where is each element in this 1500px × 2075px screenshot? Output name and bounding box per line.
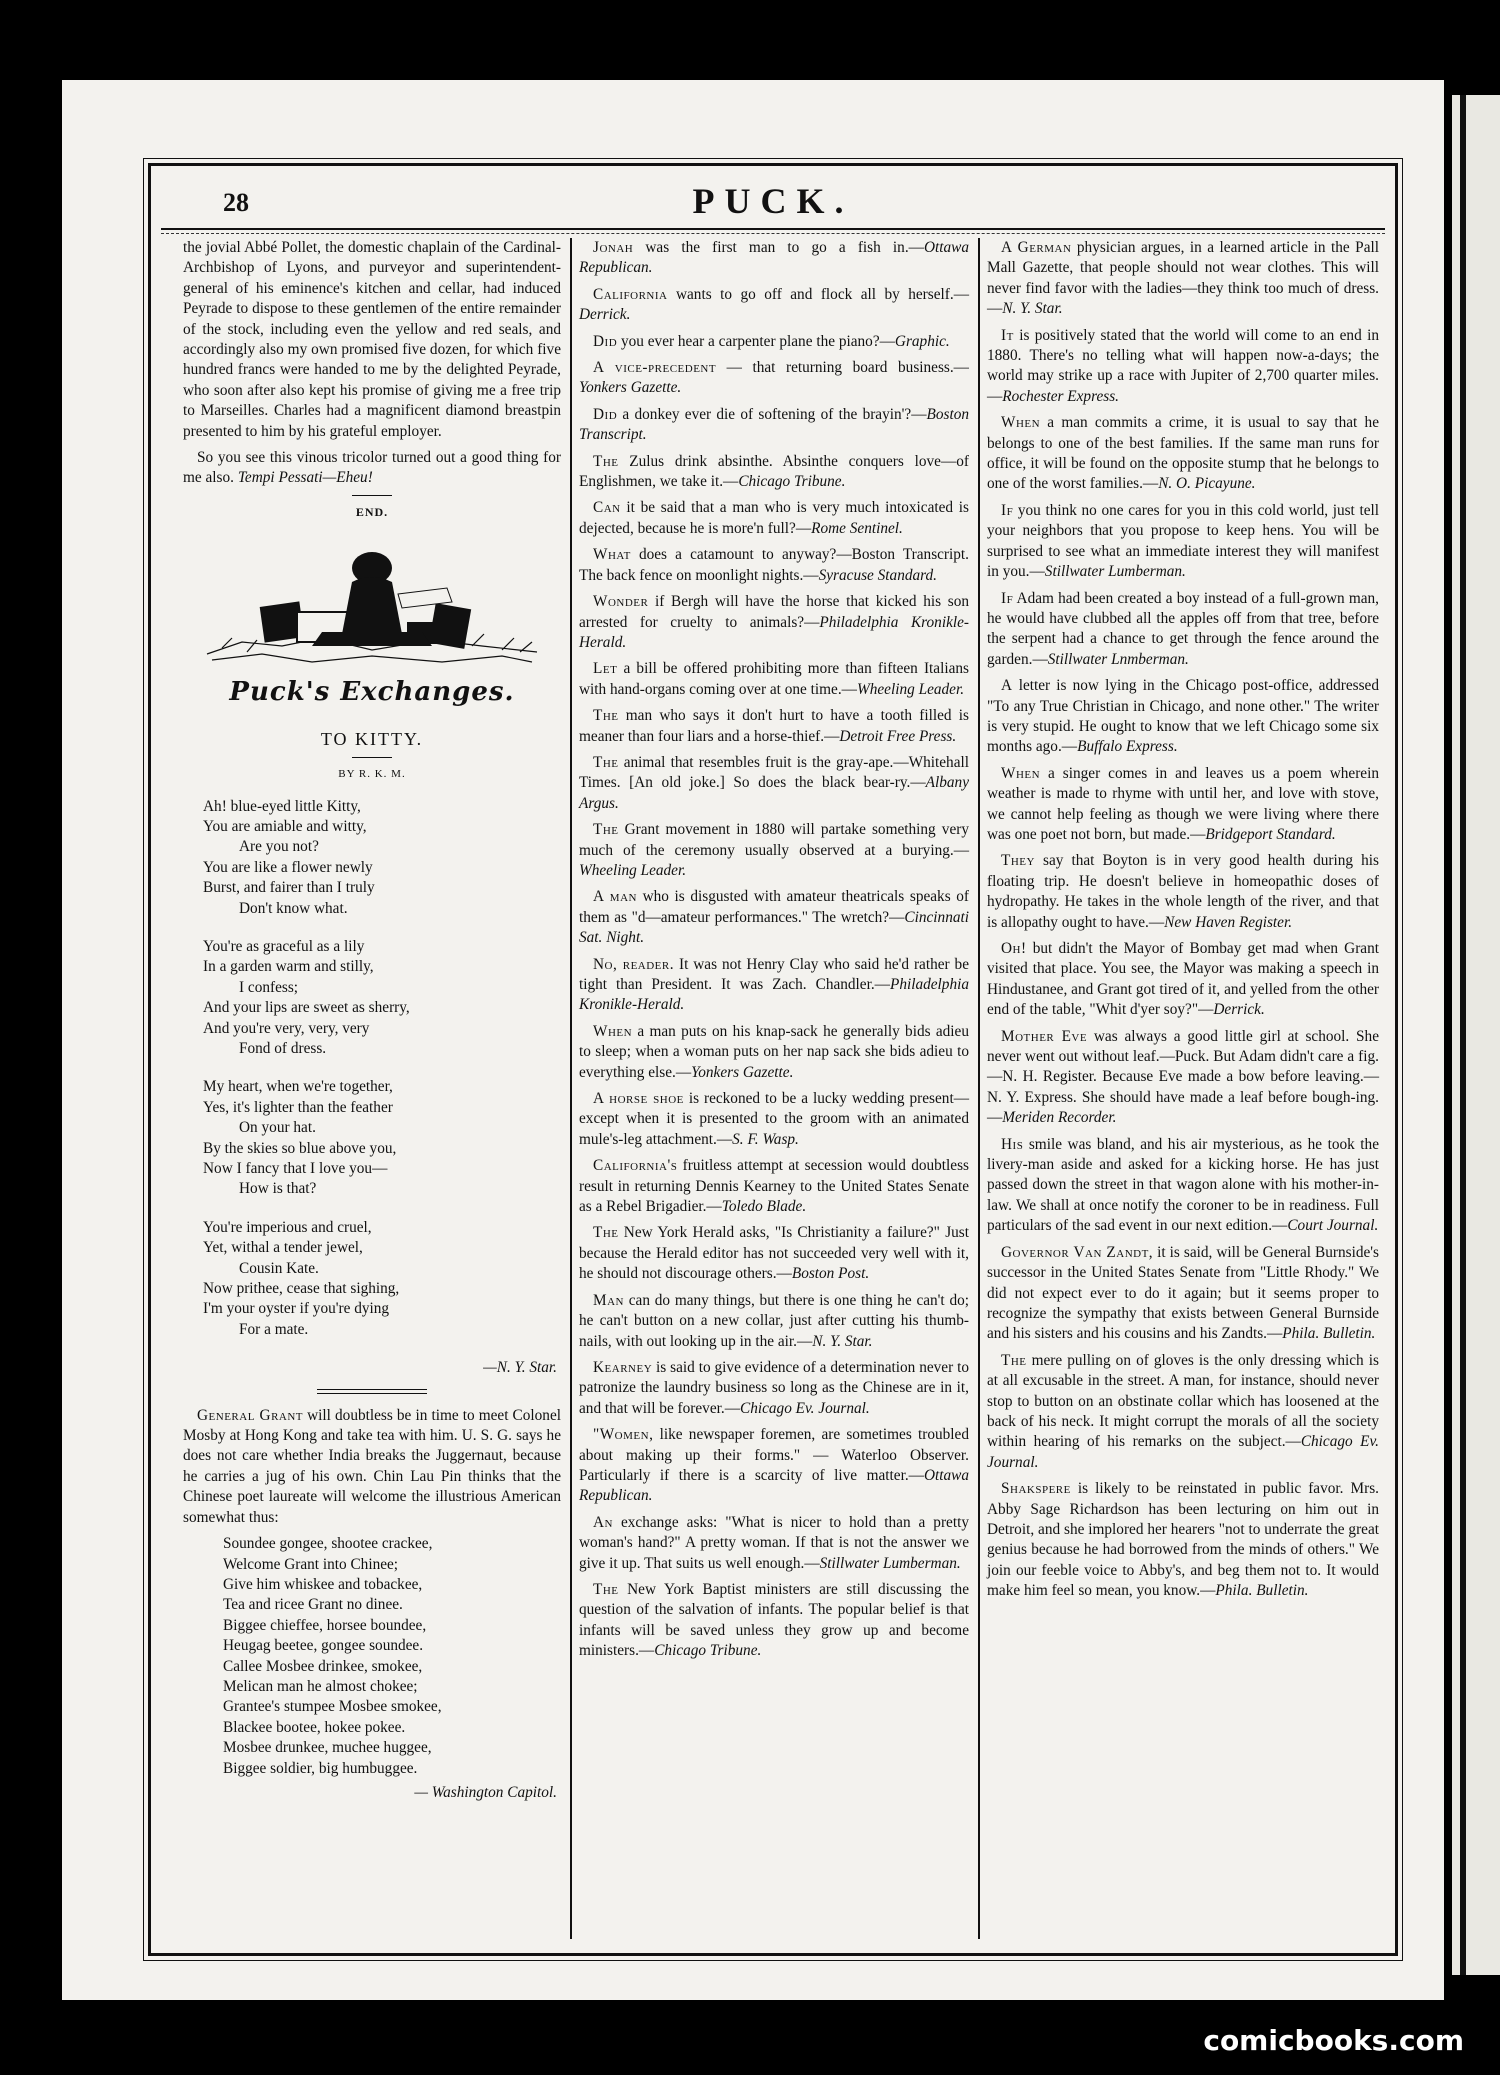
news-item — [579, 452, 969, 493]
news-item — [579, 955, 969, 1016]
item-source: Buffalo Express. — [1077, 738, 1178, 756]
item-lead: When — [1001, 414, 1041, 432]
item-text: letter is now lying in the Chicago post-office, addressed "To any True Christian in Chicago, and none other." The writer is very stupid. He ought to know that we left Chicago some six months ago.— — [987, 677, 1379, 756]
poem-source: —N. Y. Star. — [483, 1359, 557, 1377]
poem-line: Burst, and fairer than I truly — [203, 879, 375, 897]
news-item — [579, 1156, 969, 1217]
news-item — [579, 1425, 969, 1507]
song-line: Give him whiskee and tobackee, — [223, 1575, 423, 1593]
chinese-song — [223, 1534, 561, 1779]
song-line: Melican man he almost chokee; — [223, 1677, 418, 1695]
poem-line: On your hat. — [239, 1119, 316, 1137]
item-source: Stillwater Lnmberman. — [1047, 650, 1189, 668]
item-source: Philadelphia Kronikle-Herald. — [579, 613, 969, 651]
news-item — [987, 676, 1379, 758]
poem-line: For a mate. — [239, 1320, 309, 1338]
item-source: Yonkers Gazette. — [579, 379, 682, 397]
item-lead: Shakspere — [1001, 1480, 1071, 1498]
news-item — [987, 851, 1379, 933]
item-source: Bridgeport Standard. — [1205, 825, 1336, 843]
song-line: Grantee's stumpee Mosbee smokee, — [223, 1698, 442, 1716]
item-text: Zulus drink absinthe. Absinthe conquers love—of Englishmen, we take it.— — [579, 452, 969, 491]
item-text: It was not Henry Clay who said he'd rather be tight than President. It was Zach. Chandler.— — [579, 955, 969, 993]
item-source: Chicago Ev. Journal. — [740, 1399, 870, 1417]
item-source: Phila. Bulletin. — [1282, 1325, 1376, 1343]
news-item — [987, 589, 1379, 671]
item-source: Derrick. — [579, 306, 631, 324]
item-text: Adam had been created a boy instead of a full-grown man, he would have clubbed all the apples off from that tree, before the serpent had a chance to get through the fence around the garden.— — [987, 589, 1379, 668]
item-text: say that Boyton is in very good health during his floating trip. He doesn't believe in homeopathic doses of hydropathy. He takes in the whole length of the river, and that is allopathy ought to have.— — [987, 852, 1379, 931]
news-item — [579, 887, 969, 948]
item-lead: Mother Eve — [1001, 1027, 1088, 1045]
item-lead: "Women, — [593, 1426, 654, 1444]
item-source: Derrick. — [1213, 1001, 1265, 1019]
news-item — [579, 332, 969, 352]
poem-stanza — [203, 1218, 561, 1340]
news-item — [579, 1089, 969, 1150]
item-text: is likely to be reinstated in public favor. Mrs. Abby Sage Richardson has been lecturing on him out in Detroit, and she implored her hearers "not to underrate the great genius because he had borrowed from the minds of others." We join our feeble voice to Abby's, and beg them not to. It would make him feel so mean, you know.— — [987, 1480, 1379, 1600]
item-source: Meriden Recorder. — [1002, 1109, 1117, 1127]
news-item — [579, 285, 969, 326]
news-item — [579, 1223, 969, 1284]
item-source: Ottawa Republican. — [579, 239, 969, 277]
item-lead: The — [1001, 1351, 1027, 1369]
item-text: is positively stated that the world will come to an end in 1880. There's no telling what will happen now-a-days; the world may strike up a race with Jupiter of 2,700 quarter miles.— — [987, 326, 1379, 405]
item-source: Wheeling Leader. — [856, 680, 965, 698]
item-source: Boston Post. — [791, 1265, 870, 1283]
poem-body — [183, 797, 561, 1341]
item-source: Philadelphia Kronikle-Herald. — [579, 976, 969, 1014]
news-item — [579, 1291, 969, 1352]
song-line: Callee Mosbee drinkee, smokee, — [223, 1657, 423, 1675]
item-source: N. Y. Star. — [1002, 300, 1063, 318]
item-lead: Man — [593, 1291, 624, 1309]
poem-byline: BY R. K. M. — [338, 768, 406, 781]
news-item — [579, 706, 969, 747]
poem-line: And your lips are sweet as sherry, — [203, 999, 410, 1017]
column-3 — [987, 238, 1379, 1608]
item-lead: An — [593, 1513, 613, 1531]
item-text: fruitless attempt at secession would doubtless result in returning Dennis Kearney to the United States Senate as a Rebel Brigadier.— — [579, 1157, 969, 1216]
item-text: you ever hear a carpenter plane the piano?— — [617, 332, 895, 350]
poem-line: You're imperious and cruel, — [203, 1218, 372, 1236]
item-text: wants to go off and flock all by herself.— — [667, 285, 969, 303]
item-lead: Kearney — [593, 1358, 653, 1376]
song-line: Mosbee drunkee, muchee huggee, — [223, 1739, 432, 1757]
page-frame — [148, 163, 1398, 1956]
song-line: Blackee bootee, hokee pokee. — [223, 1718, 406, 1736]
item-text: New York Baptist ministers are still discussing the question of the salvation of infants. The popular belief is that infants will be saved unless they grow up and become ministers.— — [579, 1580, 969, 1660]
song-line: Biggee chieffee, horsee boundee, — [223, 1616, 427, 1634]
item-source: Phila. Bulletin. — [1215, 1582, 1309, 1600]
news-item — [579, 1358, 969, 1419]
song-line: Biggee soldier, big humbuggee. — [223, 1759, 418, 1777]
item-source: Ottawa Republican. — [579, 1466, 969, 1505]
divider — [352, 495, 392, 496]
news-item — [987, 1479, 1379, 1601]
poem-line: Fond of dress. — [239, 1039, 327, 1057]
item-text: smile was bland, and his air mysterious, as he took the livery-man aside and asked for a kicking horse. He has just passed down the street in that wagon alone with his mother-in-law. We shall at once notify the coroner to be in readiness. Full particulars of the sad event in our next edition.— — [987, 1135, 1379, 1235]
item-lead: California — [593, 285, 668, 303]
item-text: New York Herald asks, "Is Christianity a failure?" Just because the Herald editor has not succeeded very well with it, he should not discourage others.— — [579, 1224, 969, 1283]
column-1 — [183, 238, 561, 1813]
item-text: man who says it don't hurt to have a tooth filled is meaner than four liars and a horse-thief.— — [579, 707, 969, 745]
item-text: like newspaper foremen, are sometimes troubled about making up their forms." — Waterloo Observer. Particularly if there is a scarcity of live matter.— — [579, 1426, 969, 1484]
item-text: a bill be offered prohibiting more than fifteen Italians with hand-organs coming over at one time.— — [579, 660, 969, 698]
news-item — [987, 764, 1379, 846]
news-item — [987, 326, 1379, 408]
item-text: — that returning board business.— — [716, 359, 969, 377]
item-lead: The — [593, 753, 619, 771]
item-lead: No, reader. — [593, 955, 675, 973]
poem-line: Yet, withal a tender jewel, — [203, 1239, 363, 1257]
item-lead: Jonah — [593, 239, 634, 256]
poem-stanza — [203, 937, 561, 1059]
item-text: if Bergh will have the horse that kicked his son arrested for cruelty to animals?— — [579, 593, 969, 631]
song-line: Soundee gongee, shootee crackee, — [223, 1535, 433, 1553]
item-lead: It — [1001, 326, 1014, 344]
item-source: Rome Sentinel. — [811, 519, 903, 537]
item-lead: His — [1001, 1135, 1024, 1153]
watermark-text: comicbooks.com — [1203, 2024, 1464, 2057]
item-lead: What — [593, 546, 631, 564]
item-lead: The — [593, 1580, 619, 1598]
item-source: N. Y. Star. — [812, 1332, 873, 1350]
news-item — [579, 1022, 969, 1083]
section-title: Puck's Exchanges. — [229, 677, 515, 708]
item-source: Stillwater Lumberman. — [819, 1554, 961, 1572]
item-source: Wheeling Leader. — [579, 861, 687, 879]
poem-line: How is that? — [239, 1180, 317, 1198]
news-item — [987, 501, 1379, 583]
news-item — [987, 1027, 1379, 1129]
item-source: Court Journal. — [1287, 1217, 1379, 1235]
header-rule-dashed — [161, 233, 1385, 234]
item-lead: The — [593, 452, 619, 470]
news-item — [579, 753, 969, 814]
item-source: S. F. Wasp. — [732, 1130, 799, 1148]
item-lead: A horse shoe — [593, 1090, 684, 1108]
item-source: Rochester Express. — [1002, 387, 1119, 405]
news-item — [579, 545, 969, 586]
item-source: Stillwater Lumberman. — [1044, 563, 1186, 581]
item-text: was the first man to go a fish in.— — [633, 239, 924, 256]
item-lead: The — [593, 1224, 619, 1242]
item-source: Syracuse Standard. — [818, 566, 938, 584]
poem-line: Yes, it's lighter than the feather — [203, 1098, 393, 1116]
poem-line: I'm your oyster if you're dying — [203, 1300, 390, 1318]
item-source: Chicago Tribune. — [738, 473, 846, 491]
poem-stanza — [203, 797, 561, 919]
item-lead: Did — [593, 332, 618, 350]
poem-title: TO KITTY. — [320, 728, 424, 749]
item-text: it is said, will be General Burnside's successor in the United States Senate from "Little Rhody." We did not expect ever to do it again; but it seems proper to recognize the sympathy that exists between General Burnside and his sisters and his cousins and his Zandts.— — [987, 1243, 1379, 1343]
news-item — [579, 498, 969, 539]
item-text: exchange asks: "What is nicer to hold than a pretty woman's hand?" A pretty woman. If that is not the answer we give it up. That suits us well enough.— — [579, 1513, 969, 1572]
item-lead: Oh! — [1001, 940, 1027, 957]
item-lead: A — [1001, 677, 1013, 695]
poem-line: Now prithee, cease that sighing, — [203, 1280, 400, 1298]
item-source: Graphic. — [894, 332, 950, 350]
page-number: 28 — [223, 188, 249, 217]
news-item — [987, 1243, 1379, 1345]
poem-line: My heart, when we're together, — [203, 1078, 393, 1096]
poem-stanza — [203, 1077, 561, 1199]
item-lead: When — [593, 1022, 633, 1040]
item-text: is said to give evidence of a determination never to patronize the laundry business so long as the Chinese are in it, and that will be forever.— — [579, 1358, 969, 1417]
news-item — [987, 1351, 1379, 1473]
item-source: Boston Transcript. — [579, 405, 969, 444]
divider — [352, 757, 392, 758]
item-text: a singer comes in and leaves us a poem wherein weather is made to rhyme with until her, and love with stove, we cannot help feeling as though we were living where there was one poet not born, but made.— — [987, 764, 1379, 843]
item-text: does a catamount to anyway?—Boston Transcript. The back fence on moonlight nights.— — [579, 546, 969, 584]
poem-line: You are like a flower newly — [203, 858, 373, 876]
news-item — [987, 1135, 1379, 1237]
item-text: can do many things, but there is one thing he can't do; he can't button on a new collar, just after cutting his thumb-nails, with out looking up in the air.— — [579, 1291, 969, 1350]
item-lead: They — [1001, 852, 1035, 870]
header-rule — [161, 228, 1385, 230]
news-item — [987, 238, 1379, 320]
item-text: a donkey ever die of softening of the brayin'?— — [617, 405, 927, 423]
page-header — [151, 166, 1395, 222]
item-text: is reckoned to be a lucky wedding present—except when it is presented to the groom with an animated mule's-leg attachment.— — [579, 1090, 969, 1148]
item-lead: If — [1001, 589, 1014, 607]
item-source: Albany Argus. — [579, 774, 969, 812]
item-text: you think no one cares for you in this cold world, just tell your neighbors that you propose to keep hens. You will be surprised to see what an immediate interest they will manifest in you.— — [987, 501, 1379, 581]
song-line: Welcome Grant into Chinee; — [223, 1555, 399, 1573]
item-source: Yonkers Gazette. — [691, 1063, 794, 1081]
item-text: a man commits a crime, it is usual to say that he belongs to one of the best families. If the same man runs for office, it will be found on the opposite stump that he belongs to one of the worst families.— — [987, 414, 1379, 493]
item-lead: If — [1001, 501, 1014, 519]
news-item — [579, 592, 969, 653]
double-divider — [317, 1389, 427, 1394]
news-item — [579, 820, 969, 881]
item-text: animal that resembles fruit is the gray-ape.—Whitehall Times. [An old joke.] So does the black bear-ry.— — [579, 753, 969, 792]
poem-line: Now I fancy that I love you— — [203, 1160, 388, 1177]
news-item — [579, 1513, 969, 1574]
item-text: Grant movement in 1880 will partake something very much of the ceremony usually observed at a burying.— — [579, 821, 969, 859]
item-source: N. O. Picayune. — [1158, 475, 1256, 493]
item-text: physician argues, in a learned article in the Pall Mall Gazette, that people should not wear clothes. This will never find favor with the ladies—they think too much of dress.— — [987, 239, 1379, 318]
poem-line: I confess; — [239, 978, 299, 996]
news-item — [579, 659, 969, 700]
poem-line: By the skies so blue above you, — [203, 1139, 397, 1157]
item-lead: Did — [593, 405, 618, 423]
poem-line: Cousin Kate. — [239, 1259, 319, 1277]
item-text: mere pulling on of gloves is the only dressing which is at all excusable in the street. A man, for instance, should never stop to button on an obstinate collar which has loosened at the back of his neck. It might corrupt the morals of all the society within hearing of his remarks on the subject.— — [987, 1351, 1379, 1451]
news-item — [987, 413, 1379, 495]
poem-line: And you're very, very, very — [203, 1019, 370, 1037]
story-continuation: the jovial Abbé Pollet, the domestic chaplain of the Cardinal-Archbishop of Lyons, and purveyor and superintendent-general of his eminence's kitchen and cellar, had induced Peyrade to dispose to these gentlemen of the entire remainder of the stock, including even the yellow and red seals, and accordingly also my own promised five dozen, for which five hundred francs were handed to me by the delighted Peyrade, who soon after also kept his promise of giving me a free trip to Marseilles. Charles had a magnificent diamond breastpin presented to him by his grateful employer. — [183, 239, 561, 440]
song-line: Heugag beetee, gongee soundee. — [223, 1637, 424, 1655]
poem-line: Ah! blue-eyed little Kitty, — [203, 797, 361, 815]
item-source: Cincinnati Sat. Night. — [579, 908, 969, 947]
grant-article: General Grant will doubtless be in time to meet Colonel Mosby at Hong Kong and take tea with him. U. S. G. says he does not care whether India breaks the Juggernaut, because he carries a jug of his own. Chin Lau Pin thinks that the Chinese poet laureate will welcome the illustrious American somewhat thus: — [183, 1406, 561, 1526]
column-2 — [579, 238, 969, 1668]
item-source: Chicago Ev. Journal. — [987, 1433, 1379, 1471]
poem-line: You are amiable and witty, — [203, 817, 367, 835]
news-item — [579, 238, 969, 279]
item-text: was always a good little girl at school. She never went out without leaf.—Puck. But Adam didn't care a fig.—N. H. Register. Because Eve made a bow before leaving.—N. Y. Express. She should have made a leaf before bough-ing.— — [987, 1027, 1379, 1127]
item-lead: Let — [593, 660, 618, 678]
item-lead: A German — [1001, 239, 1072, 256]
news-item — [579, 1580, 969, 1662]
end-mark: END. — [355, 504, 389, 519]
facing-page-edge — [1452, 95, 1500, 1975]
poem-line: Don't know what. — [239, 899, 348, 917]
news-item — [579, 405, 969, 446]
poem-line: In a garden warm and stilly, — [203, 958, 374, 976]
item-text: a man puts on his knap-sack he generally bids adieu to sleep; when a woman puts on her nap sack she bids adieu to everything else.— — [579, 1022, 969, 1081]
item-lead: Governor Van Zandt, — [1001, 1243, 1154, 1261]
story-closing: So you see this vinous tricolor turned out a good thing for me also. Tempi Pessati—Eheu! — [183, 449, 561, 487]
news-item — [987, 939, 1379, 1021]
item-lead: A vice-precedent — [593, 359, 717, 377]
item-text: who is disgusted with amateur theatricals speaks of them as "d—amateur performances." The wretch?— — [579, 888, 969, 926]
song-line: Tea and ricee Grant no dinee. — [223, 1596, 403, 1614]
item-text: but didn't the Mayor of Bombay get mad when Grant visited that place. You see, the Mayor was making a speech in Hindustanee, and Grant got tired of it, and yelled from the other end of the table, "Whit d'yer soy?"— — [987, 940, 1379, 1019]
item-lead: When — [1001, 764, 1041, 782]
item-lead: California's — [593, 1157, 678, 1175]
column-divider-2 — [978, 238, 980, 1939]
masthead-title: PUCK. — [692, 181, 854, 221]
column-divider-1 — [570, 238, 572, 1939]
poem-line: You're as graceful as a lily — [203, 937, 365, 955]
item-text: it be said that a man who is very much intoxicated is dejected, because he is more'n full?— — [579, 499, 969, 537]
news-item — [579, 358, 969, 399]
item-lead: The — [593, 821, 619, 839]
puck-reading-illustration — [202, 542, 542, 672]
song-source: — Washington Capitol. — [414, 1783, 557, 1801]
poem-line: Are you not? — [239, 838, 319, 856]
item-lead: A man — [593, 888, 637, 906]
item-source: Toledo Blade. — [721, 1198, 807, 1216]
item-source: New Haven Register. — [1164, 913, 1293, 931]
item-source: Detroit Free Press. — [839, 727, 957, 745]
item-lead: Wonder — [593, 593, 649, 611]
item-lead: Can — [593, 499, 621, 517]
item-source: Chicago Tribune. — [654, 1642, 762, 1660]
item-lead: The — [593, 707, 619, 725]
